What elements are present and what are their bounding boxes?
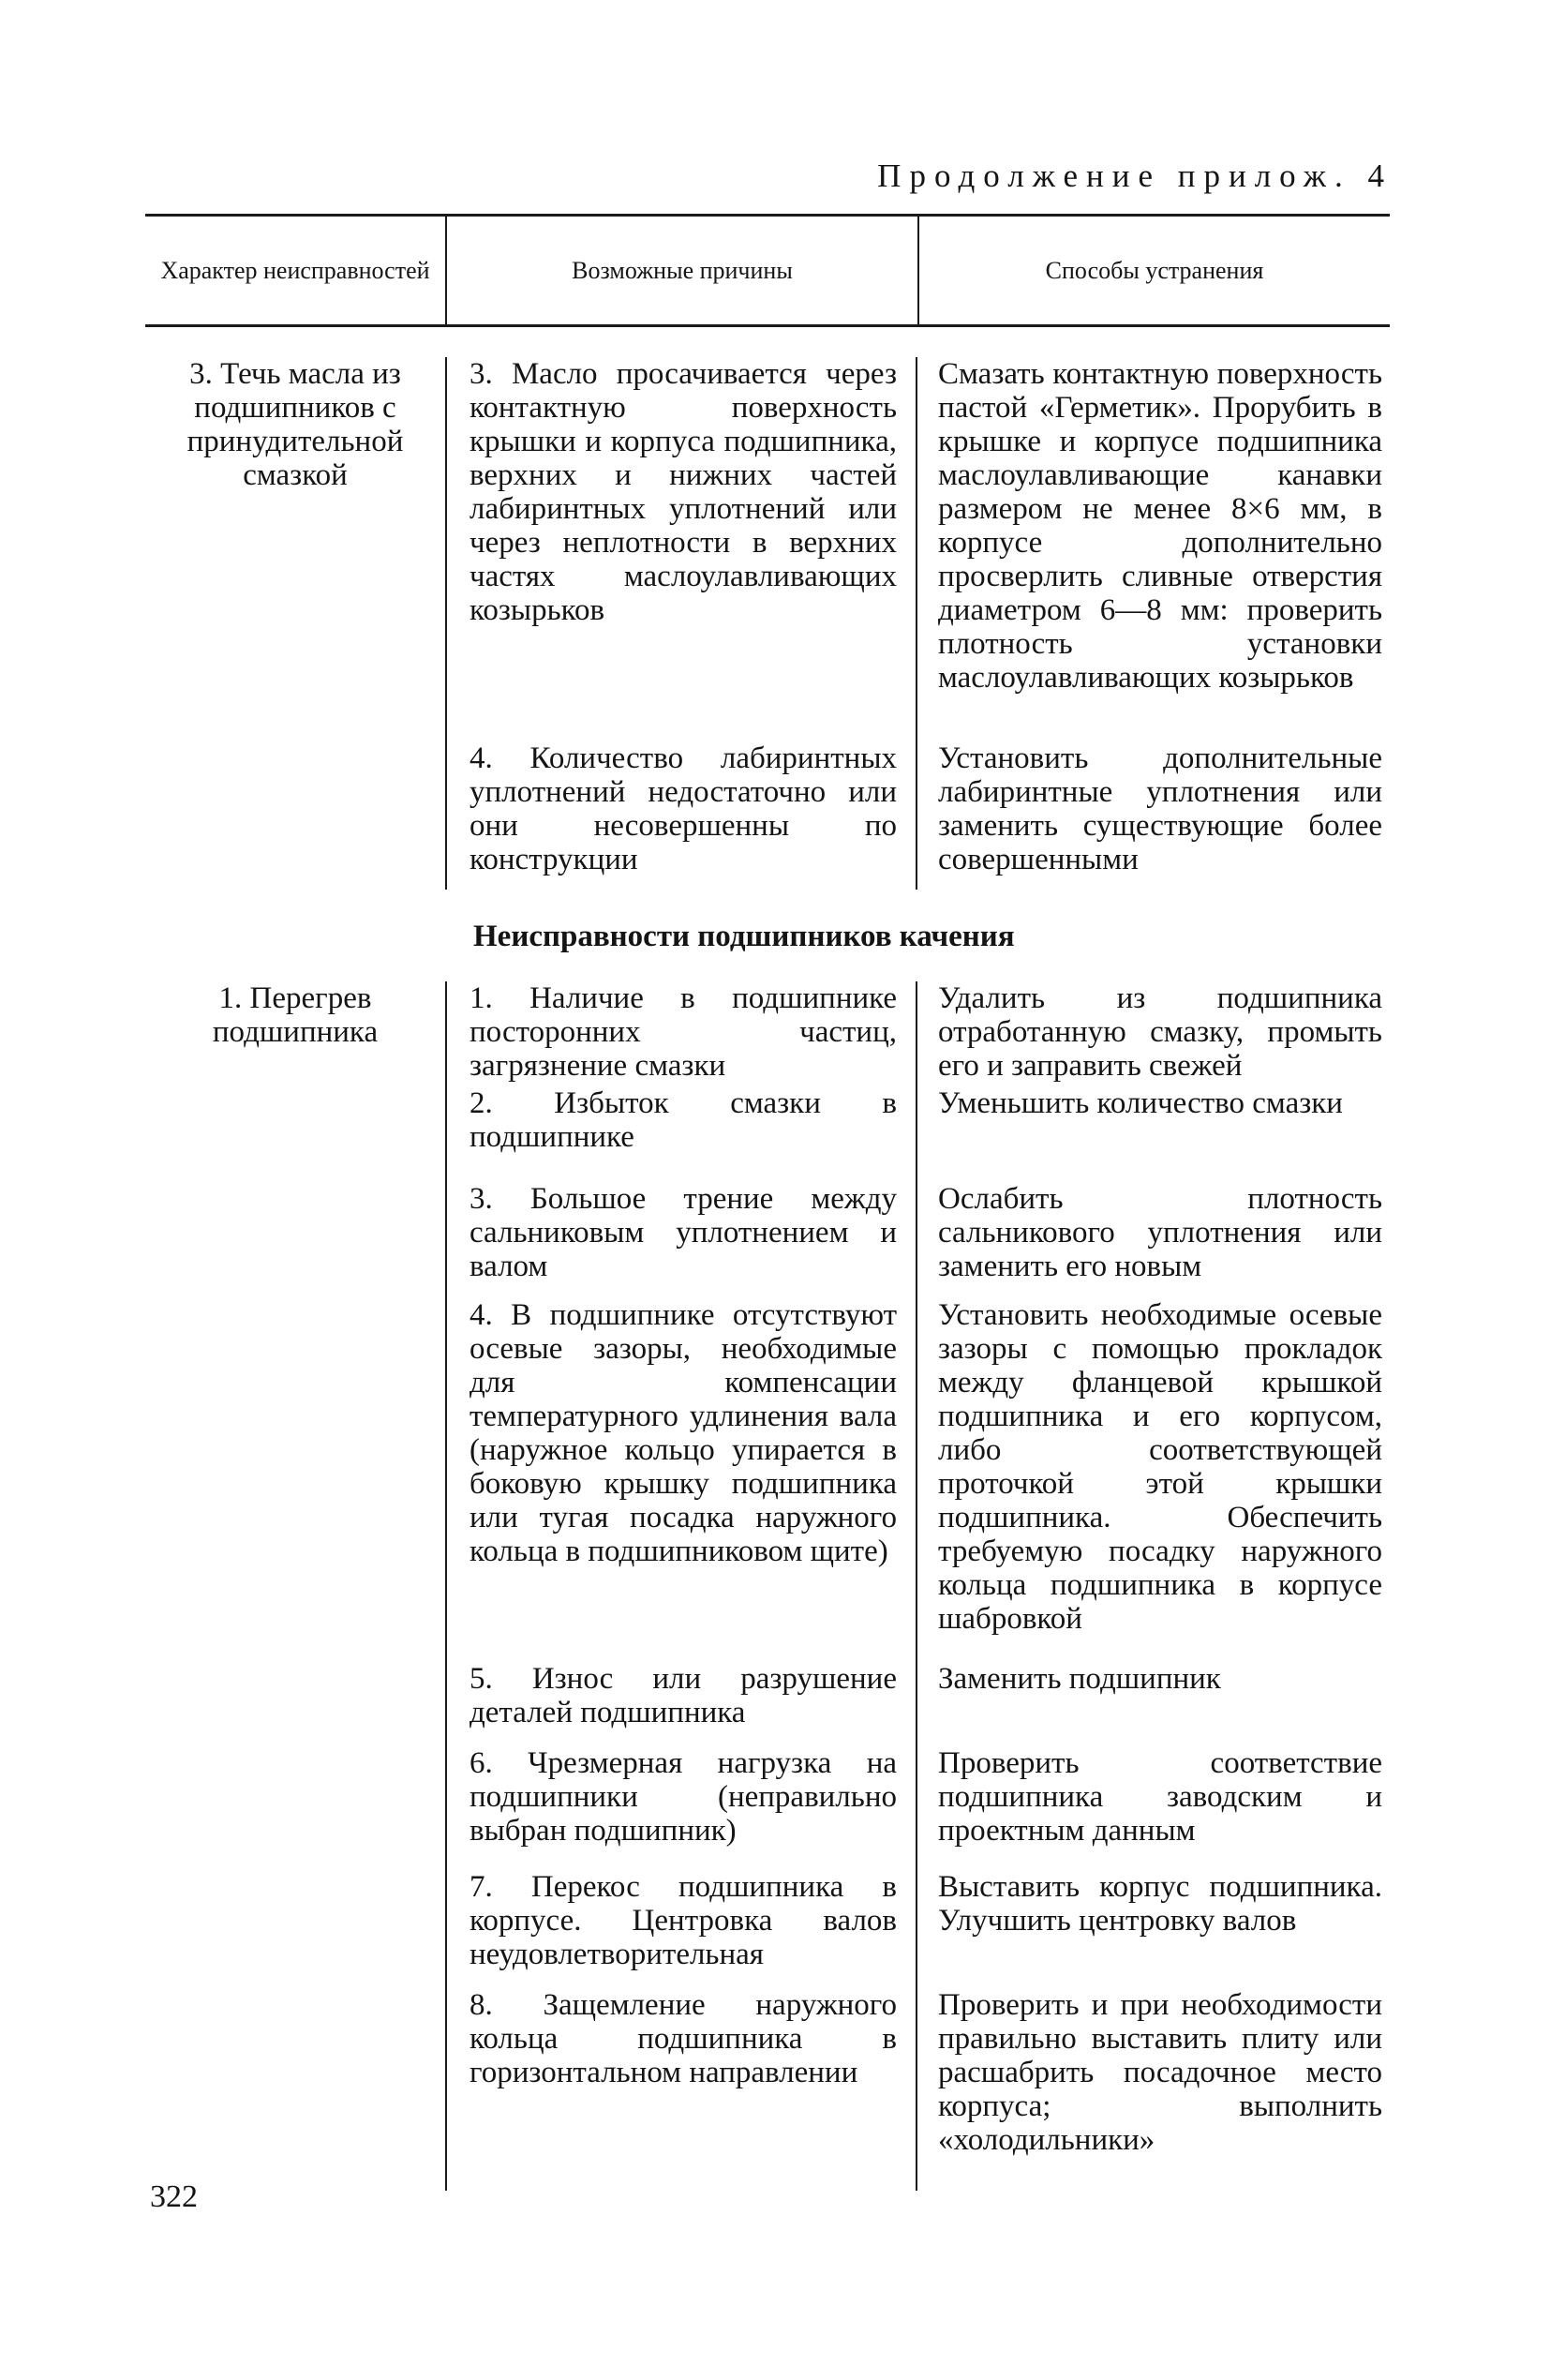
remedy-item: Выставить корпус подшипника. Улучшить центровку валов (938, 1870, 1382, 1938)
fault-block-oil-leak (145, 327, 1390, 890)
header-remedies: Способы устранения (917, 217, 1390, 324)
cause-item: 8. Защемление наружного кольца подшипника в горизонтальном направлении (469, 1988, 897, 2089)
causes-column (445, 357, 916, 890)
remedies-column (916, 981, 1390, 2191)
remedies-column (916, 357, 1390, 890)
causes-column (445, 981, 916, 2191)
remedy-item: Удалить из подшипника отработанную смазку, промыть его и заправить свежей (938, 981, 1382, 1083)
cause-item: 2. Избыток смазки в подшипнике (469, 1086, 897, 1154)
remedy-item: Уменьшить количество смазки (938, 1086, 1343, 1120)
cause-item: 6. Чрезмерная нагрузка на подшипники (неправильно выбран подшипник) (469, 1746, 897, 1848)
remedy-item: Ослабить плотность сальникового уплотнения или заменить его новым (938, 1182, 1382, 1283)
cause-item: 3. Масло просачивается через контактную поверхность крышки и корпуса подшипника, верхних и нижних частей лабиринтных уплотнений или через неплотности в верхних частях маслоулавливающих козырьков (469, 357, 897, 627)
fault-name: 3. Течь масла из подшипников с принудительной смазкой (186, 357, 404, 492)
remedy-item: Установить дополнительные лабиринтные уплотнения или заменить существующие более совершенными (938, 741, 1382, 876)
cause-item: 1. Наличие в подшипнике посторонних частиц, загрязнение смазки (469, 981, 897, 1083)
remedy-item: Смазать контактную поверхность пастой «Герметик». Прорубить в крышке и корпусе подшипника маслоулавливающие канавки размером не менее 8×6 мм, в корпусе дополнительно просверлить сливные отверстия диаметром 6—8 мм: проверить плотность установки маслоулавливающих козырьков (938, 357, 1382, 695)
header-causes: Возможные причины (445, 217, 917, 324)
cause-item: 5. Износ или разрушение деталей подшипника (469, 1662, 897, 1729)
header-fault: Характер неисправностей (160, 256, 430, 284)
table-header-row (145, 217, 1390, 324)
section-title: Неисправности подшипников качения (473, 920, 1015, 953)
fault-block-overheat (145, 974, 1390, 2191)
cause-item: 3. Большое трение между сальниковым уплотнением и валом (469, 1182, 897, 1283)
cause-item: 4. В подшипнике отсутствуют осевые зазоры, необходимые для компенсации температурного удлинения вала (наружное кольцо упирается в боковую крышку подшипника или тугая посадка наружного кольца в подшипниковом щите) (469, 1298, 897, 1568)
remedy-item: Проверить и при необходимости правильно выставить плиту или расшабрить посадочное место корпуса; выполнить «холодильники» (938, 1988, 1382, 2157)
remedy-item: Заменить подшипник (938, 1662, 1221, 1696)
page-number: 322 (150, 2179, 198, 2214)
remedy-item: Проверить соответствие подшипника заводским и проектным данным (938, 1746, 1382, 1848)
remedy-item: Установить необходимые осевые зазоры с помощью прокладок между фланцевой крышкой подшипника и его корпусом, либо соответствующей проточкой этой крышки подшипника. Обеспечить требуемую посадку наружного кольца подшипника в корпусе шабровкой (938, 1298, 1382, 1636)
cause-item: 4. Количество лабиринтных уплотнений недостаточно или они несовершенны по конструкции (469, 741, 897, 876)
cause-item: 7. Перекос подшипника в корпусе. Центровка валов неудовлетворительная (469, 1870, 897, 1971)
fault-name: 1. Перегрев подшипника (212, 981, 379, 1049)
fault-table (145, 214, 1390, 2191)
running-header: Продолжение прилож. 4 (877, 157, 1393, 194)
